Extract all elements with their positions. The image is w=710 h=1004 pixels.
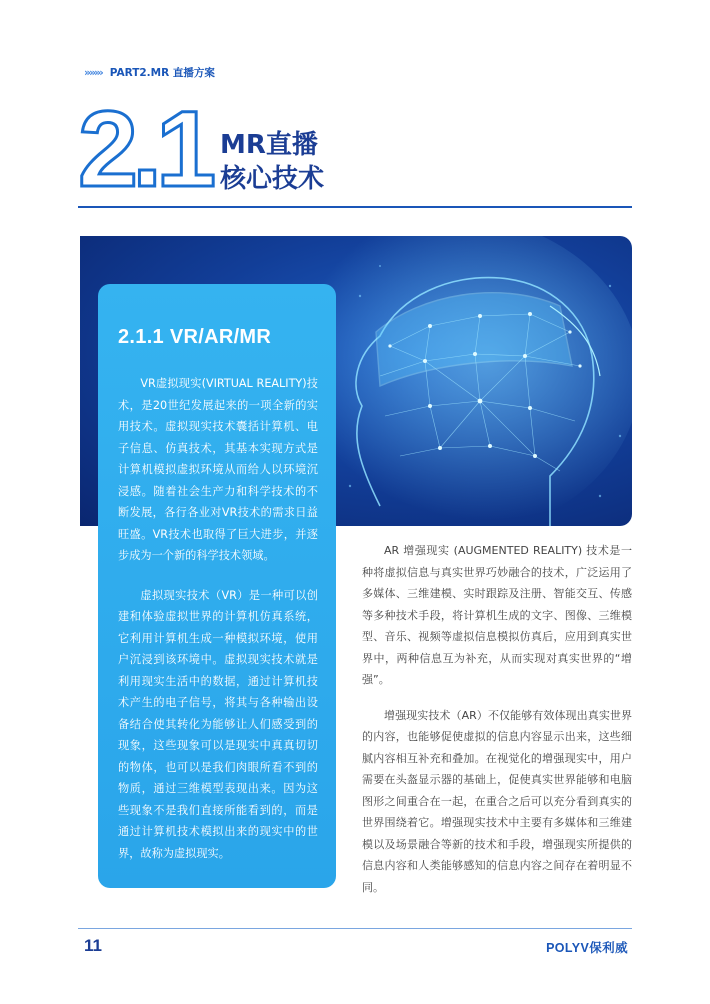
ar-paragraph-2: 增强现实技术（AR）不仅能够有效体现出真实世界的内容，也能够促使虚拟的信息内容显示出来，这些细腻内容相互补充和叠加。在视觉化的增强现实中，用户需要在头盔显示器的基础上，促使真实世界能够和电脑图形之间重合在一起，在重合之后可以充分看到真实的世界围绕着它。增强现实技术中主要有多媒体和三维建模以及场景融合等新的技术和手段，增强现实所提供的信息内容和人类能够感知的信息内容之间存在着明显不同。 [362, 708, 632, 894]
breadcrumb [84, 64, 215, 80]
vr-paragraph-2: 虚拟现实技术（VR）是一种可以创建和体验虚拟世界的计算机仿真系统，它利用计算机生成一种模拟环境，使用户沉浸到该环境中。虚拟现实技术就是利用现实生活中的数据，通过计算机技术产生的电子信号，将其与各种输出设备结合使其转化为能够让人们感受到的现象，这些现象可以是现实中真真切切的物体，也可以是我们肉眼所看不到的物质，通过三维模型表现出来。因为这些现象不是我们直接所能看到的，而是通过计算机技术模拟出来的现实中的世界，故称为虚拟现实。 [118, 588, 318, 860]
breadcrumb-label: PART2.MR 直播方案 [109, 66, 215, 79]
page-title [220, 128, 324, 196]
section-number-text: 2.1 [78, 100, 211, 192]
subsection-title: 2.1.1 VR/AR/MR [118, 326, 272, 348]
ar-text-column [362, 540, 632, 912]
ar-paragraph-1: AR 增强现实 (AUGMENTED REALITY) 技术是一种将虚拟信息与真实世界巧妙融合的技术，广泛运用了多媒体、三维建模、实时跟踪及注册、智能交互、传感等多种技术手段，将计算机生成的文字、图像、三维模型、音乐、视频等虚拟信息模拟仿真后，应用到真实世界中，两种信息互为补充，从而实现对真实世界的“增强”。 [362, 544, 632, 686]
page-number: 11 [84, 936, 102, 955]
page-title-line2: 核心技术 [220, 164, 325, 194]
chevrons-icon: ››››››› [84, 65, 102, 79]
vr-paragraph-1: VR虚拟现实(VIRTUAL REALITY)技术，是20世纪发展起来的一项全新的实用技术。虚拟现实技术囊括计算机、电子信息、仿真技术，其基本实现方式是计算机模拟虚拟环境从而给人以环境沉浸感。随着社会生产力和科学技术的不断发展，各行各业对VR技术的需求日益旺盛。VR技术也取得了巨大进步，并逐步成为一个新的科学技术领域。 [118, 377, 318, 562]
section-number [78, 100, 638, 192]
footer-divider [78, 928, 632, 929]
section-heading [78, 100, 638, 200]
polyv-logo: POLYV保利威 [546, 941, 628, 955]
heading-divider [78, 206, 632, 208]
page-title-line1: MR直播 [220, 130, 318, 160]
vr-ar-mr-panel [98, 284, 336, 888]
